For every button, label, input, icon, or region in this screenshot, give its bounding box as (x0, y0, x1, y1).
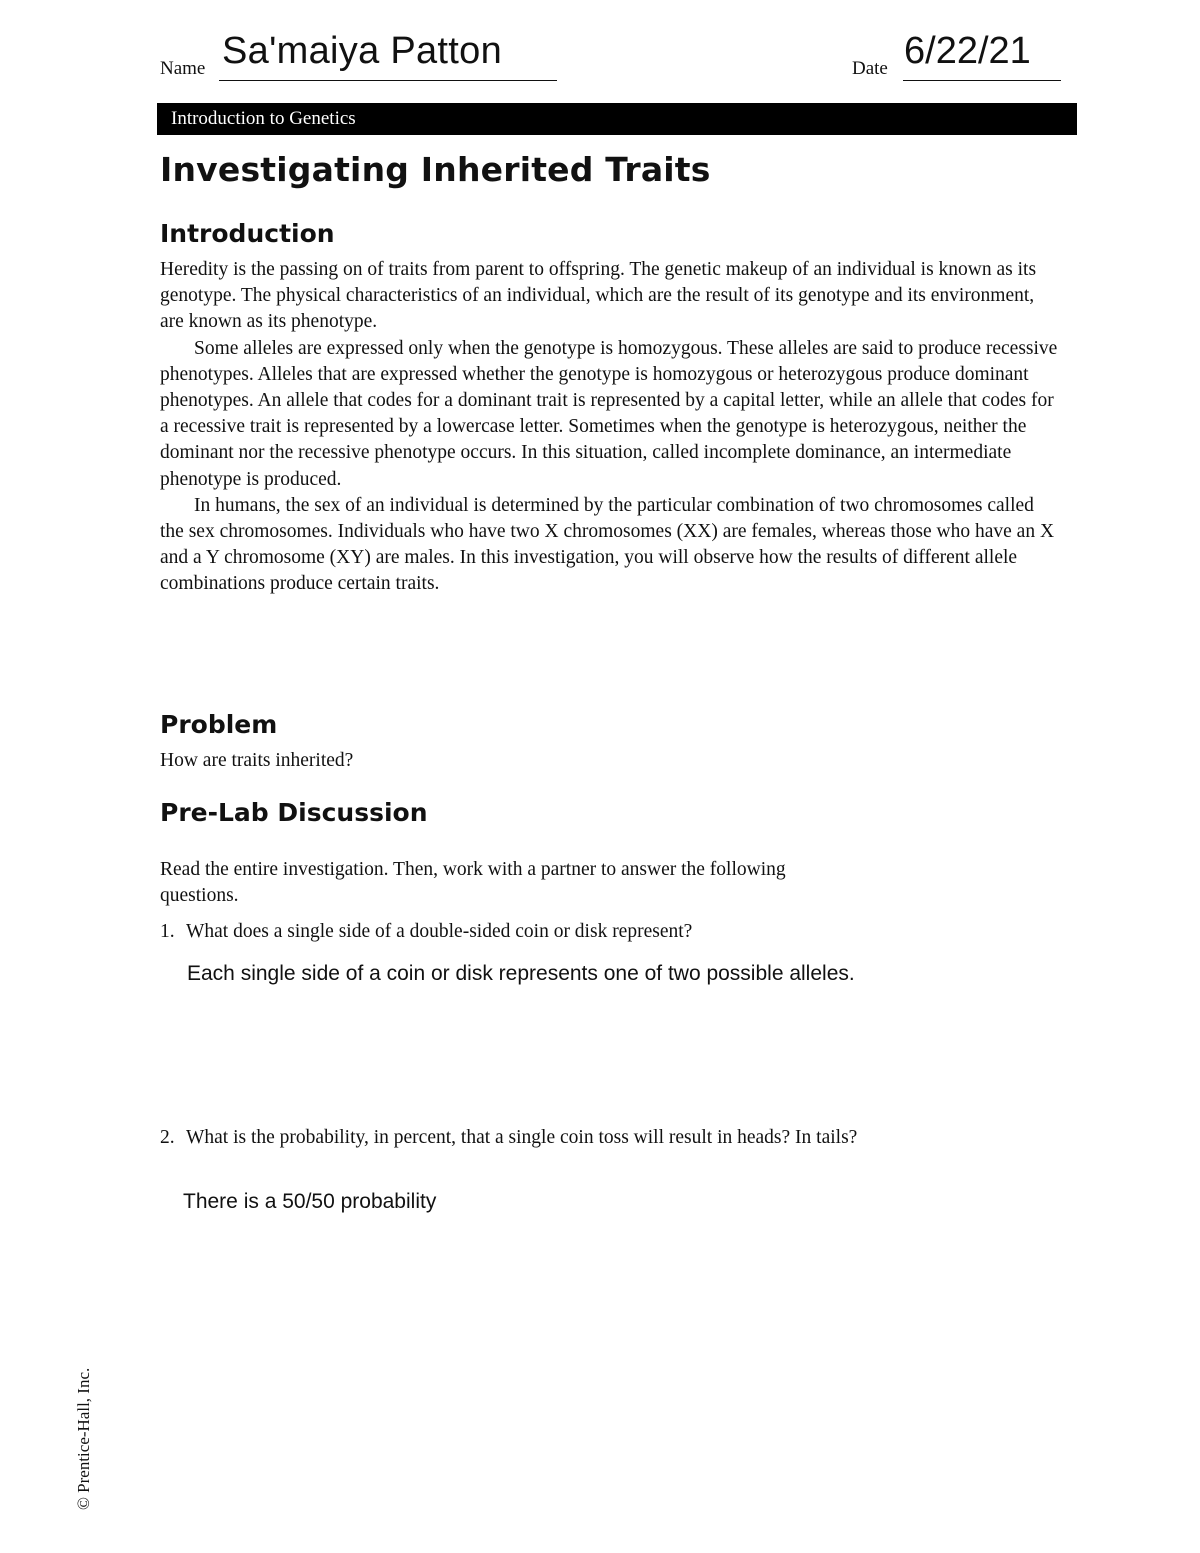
date-underline (903, 80, 1061, 81)
page-title: Investigating Inherited Traits (160, 150, 711, 189)
copyright-notice: © Prentice-Hall, Inc. (74, 1367, 93, 1510)
question-number: 2. (160, 1127, 175, 1148)
problem-text: How are traits inherited? (160, 750, 354, 771)
section-bar-label: Introduction to Genetics (171, 108, 356, 129)
question-1 (160, 919, 880, 945)
section-bar (157, 103, 1077, 135)
problem-heading: Problem (160, 710, 278, 739)
intro-paragraph-3: In humans, the sex of an individual is determined by the particular combination of two chromosomes called the sex chromosomes. Individuals who have two X chromosomes (XX) are females, whereas those who have an X and a Y chromosome (XY) are males. In this investigation, you will observe how the results of different allele combinations produce certain traits. (160, 494, 1055, 595)
question-text: What does a single side of a double-sided coin or disk represent? (186, 921, 693, 942)
question-text: What is the probability, in percent, that a single coin toss will result in heads? In tails? (186, 1127, 858, 1148)
intro-paragraph-1: Heredity is the passing on of traits from parent to offspring. The genetic makeup of an individual is known as its genotype. The physical characteristics of an individual, which are the result of its genotype and its environment, are known as its phenotype. (160, 259, 1037, 333)
date-field[interactable]: 6/22/21 (904, 30, 1031, 72)
name-underline (219, 80, 557, 81)
introduction-heading: Introduction (160, 219, 335, 248)
prelab-heading: Pre-Lab Discussion (160, 798, 428, 827)
name-label: Name (160, 58, 206, 79)
introduction-body (160, 257, 1060, 598)
prelab-instructions: Read the entire investigation. Then, work with a partner to answer the following questions. (160, 859, 786, 907)
name-field[interactable]: Sa'maiya Patton (222, 30, 503, 72)
question-2 (160, 1125, 880, 1151)
answer-2-field[interactable]: There is a 50/50 probability (183, 1190, 437, 1213)
date-label: Date (852, 58, 888, 79)
answer-1-field[interactable]: Each single side of a coin or disk represents one of two possible alleles. (187, 962, 855, 985)
question-number: 1. (160, 921, 175, 942)
intro-paragraph-2: Some alleles are expressed only when the genotype is homozygous. These alleles are said to produce recessive phenotypes. Alleles that are expressed whether the genotype is homozygous or heterozygous produce dominant phenotypes. An allele that codes for a dominant trait is represented by a capital letter, while an allele that codes for a recessive trait is represented by a lowercase letter. Sometimes when the genotype is heterozygous, neither the dominant nor the recessive phenotype occurs. In this situation, called incomplete dominance, an intermediate phenotype is produced. (160, 337, 1058, 490)
